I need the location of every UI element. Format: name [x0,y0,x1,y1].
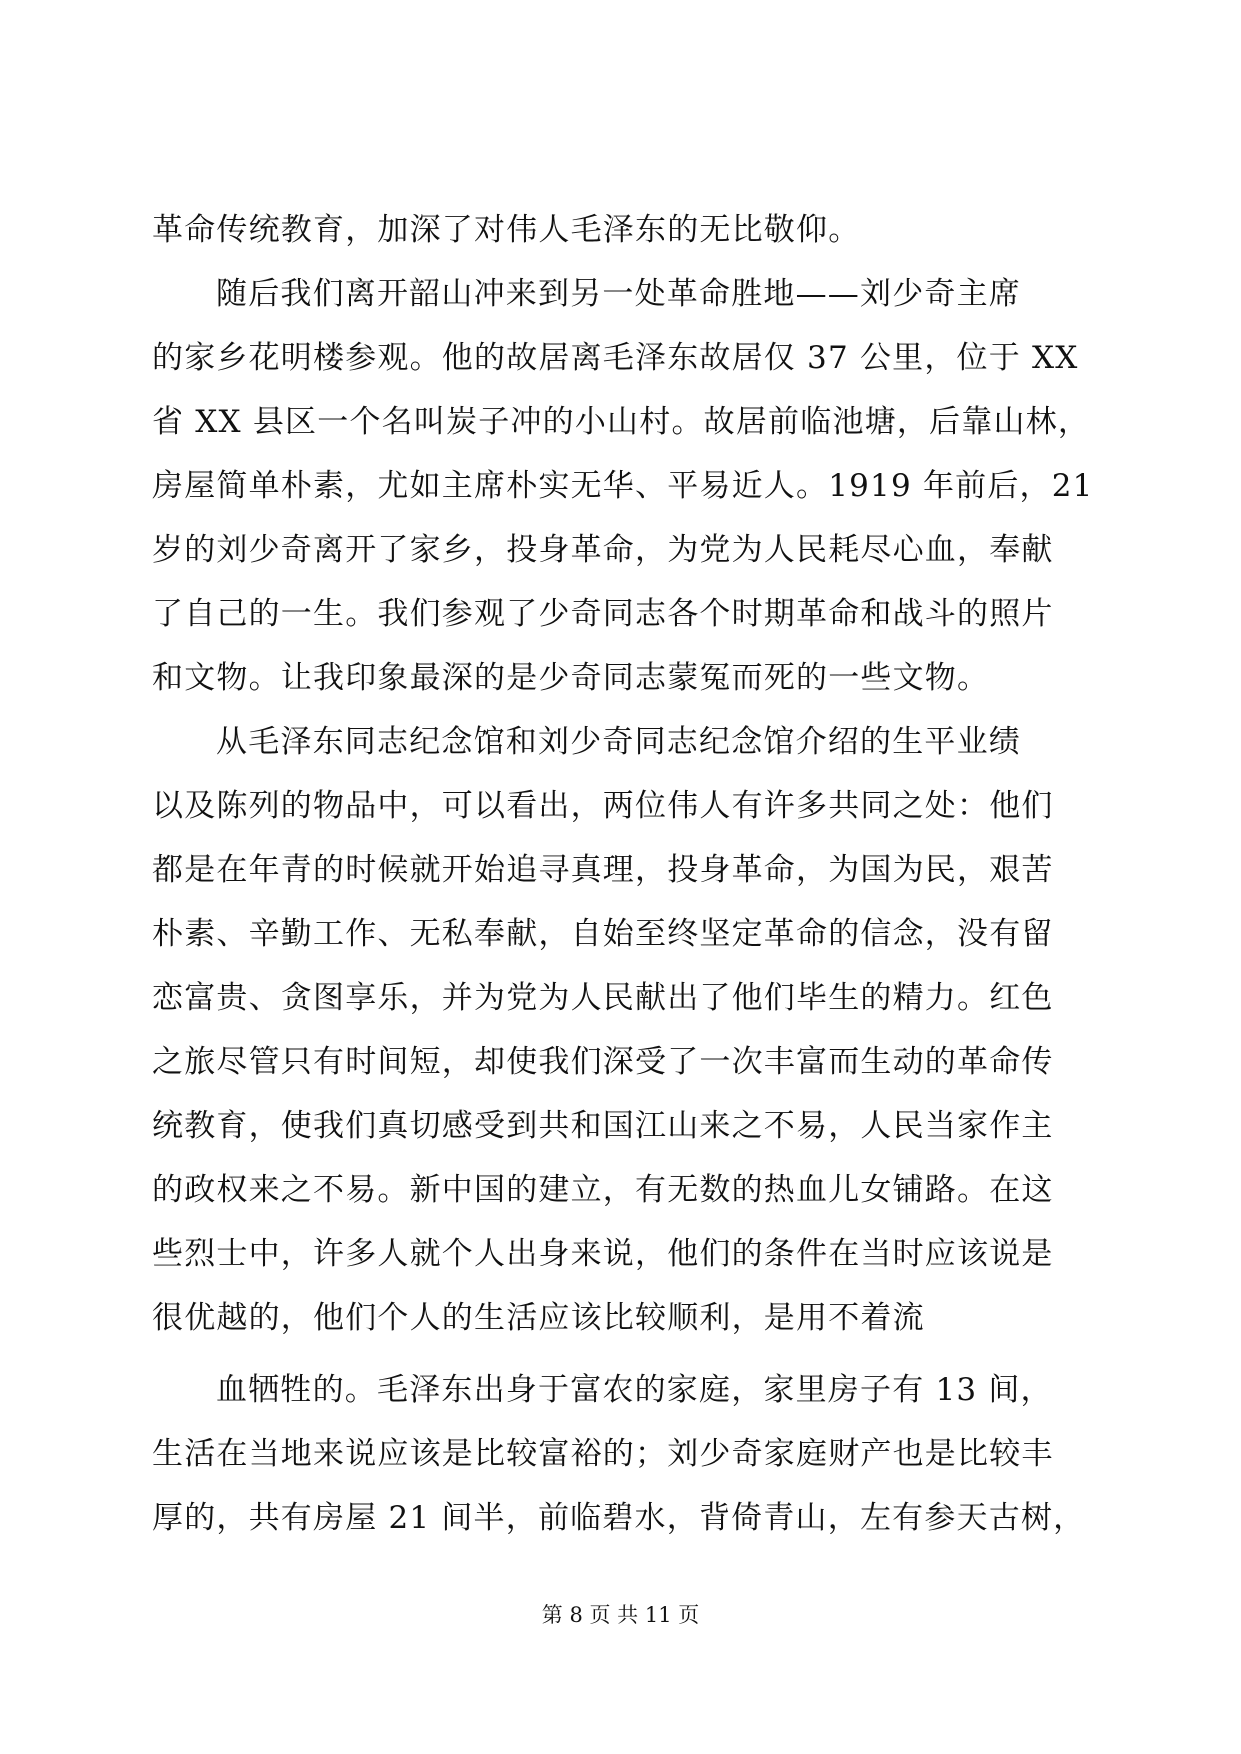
text-line: 朴素、辛勤工作、无私奉献，自始至终坚定革命的信念，没有留 [152,916,1054,952]
text-line: 省 XX 县区一个名叫炭子冲的小山村。故居前临池塘，后靠山林， [152,404,1091,440]
text-line: 恋富贵、贪图享乐，并为党为人民献出了他们毕生的精力。红色 [152,980,1054,1016]
paragraph-start-line: 从毛泽东同志纪念馆和刘少奇同志纪念馆介绍的生平业绩 [216,724,1021,760]
text-line: 房屋简单朴素，尤如主席朴实无华、平易近人。1919 年前后，21 [152,468,1094,504]
text-line: 革命传统教育，加深了对伟人毛泽东的无比敬仰。 [152,212,861,248]
text-line: 以及陈列的物品中，可以看出，两位伟人有许多共同之处：他们 [152,788,1054,824]
paragraph-start-line: 随后我们离开韶山冲来到另一处革命胜地——刘少奇主席 [216,276,1021,312]
text-line: 生活在当地来说应该是比较富裕的；刘少奇家庭财产也是比较丰 [152,1436,1054,1472]
page-number-footer: 第 8 页 共 11 页 [541,1603,700,1627]
text-line: 都是在年青的时候就开始追寻真理，投身革命，为国为民，艰苦 [152,852,1054,888]
text-line: 的政权来之不易。新中国的建立，有无数的热血儿女铺路。在这 [152,1172,1054,1208]
paragraph-start-line: 血牺牲的。毛泽东出身于富农的家庭，家里房子有 13 间， [216,1372,1053,1408]
text-line: 岁的刘少奇离开了家乡，投身革命，为党为人民耗尽心血，奉献 [152,532,1054,568]
text-line: 的家乡花明楼参观。他的故居离毛泽东故居仅 37 公里，位于 XX [152,340,1079,376]
text-line: 很优越的，他们个人的生活应该比较顺利，是用不着流 [152,1300,925,1336]
text-line: 些烈士中，许多人就个人出身来说，他们的条件在当时应该说是 [152,1236,1054,1272]
text-line: 厚的，共有房屋 21 间半，前临碧水，背倚青山，左有参天古树， [152,1500,1086,1536]
text-line: 了自己的一生。我们参观了少奇同志各个时期革命和战斗的照片 [152,596,1054,632]
text-line: 统教育，使我们真切感受到共和国江山来之不易，人民当家作主 [152,1108,1054,1144]
text-line: 之旅尽管只有时间短，却使我们深受了一次丰富而生动的革命传 [152,1044,1054,1080]
text-line: 和文物。让我印象最深的是少奇同志蒙冤而死的一些文物。 [152,660,990,696]
document-body [152,198,1092,1550]
